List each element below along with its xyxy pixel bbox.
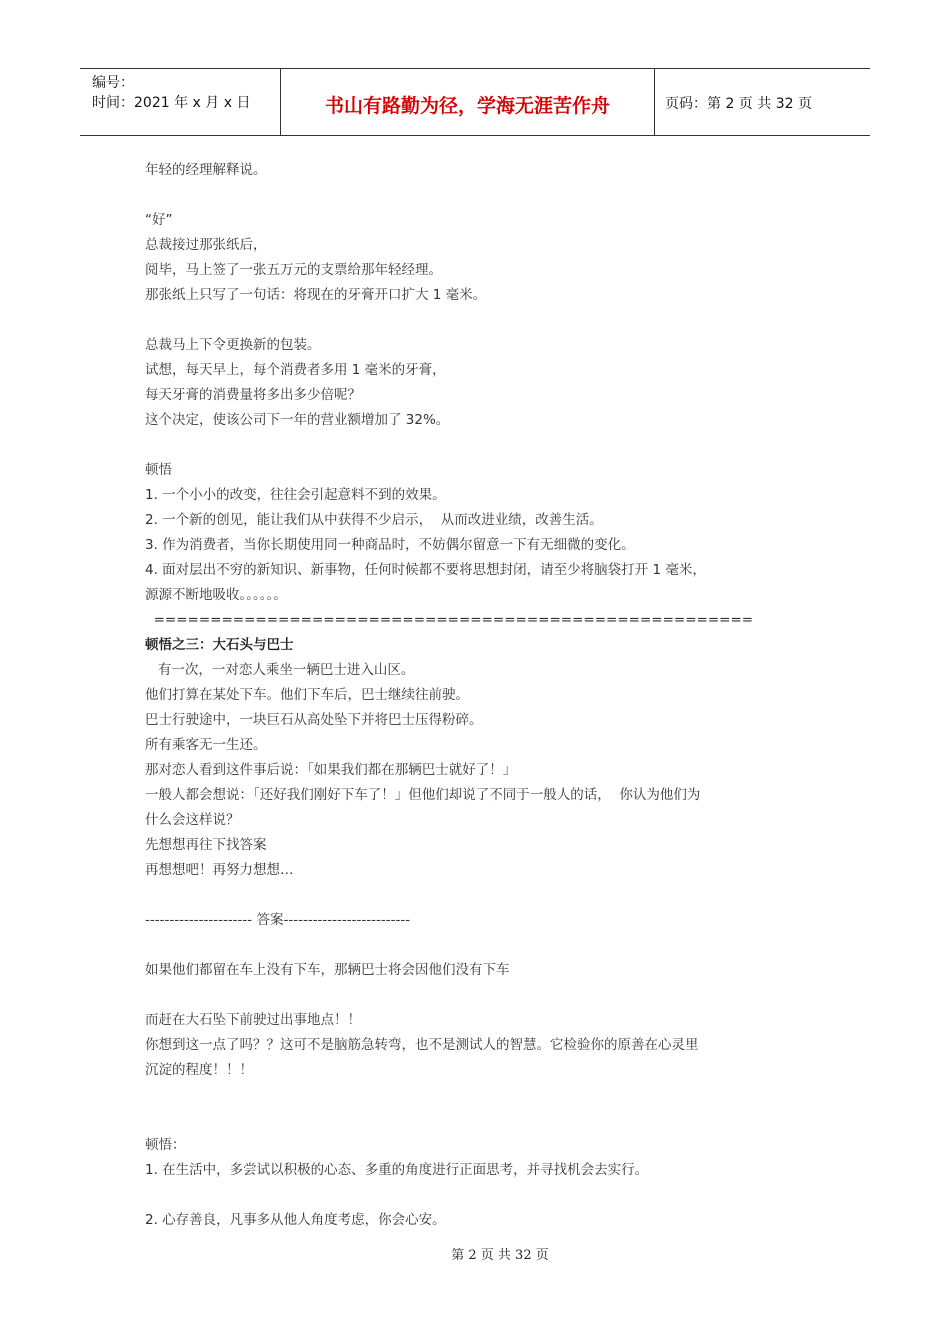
body-line: 巴士行驶途中，一块巨石从高处坠下并将巴士压得粉碎。 [145,712,483,728]
body-line: 3. 作为消费者，当你长期使用同一种商品时，不妨偶尔留意一下有无细微的变化。 [145,537,635,553]
page-header [80,68,870,136]
body-line: 沉淀的程度！！！ [145,1062,253,1078]
body-line: 每天牙膏的消费量将多出多少倍呢？ [145,387,361,403]
body-line: 源源不断地吸收。。。。。。 [145,587,287,603]
number-label: 编号： [92,75,134,91]
header-motto: 书山有路勤为径，学海无涯苦作舟 [281,69,655,135]
body-line: 这个决定，使该公司下一年的营业额增加了 32%。 [145,412,450,428]
body-line [145,983,815,1008]
body-line: 什么会这样说？ [145,812,240,828]
body-line: 顿悟： [145,1137,186,1153]
body-line: 有一次，一对恋人乘坐一辆巴士进入山区。 [145,662,415,678]
body-line: 总裁接过那张纸后， [145,237,267,253]
section-divider: ===================================================== [145,612,754,628]
body-line: 先想想再往下找答案 [145,837,267,853]
body-line [145,883,815,908]
body-line: 那对恋人看到这件事后说：「如果我们都在那辆巴士就好了！」 [145,762,517,778]
body-line: 2. 一个新的创见，能让我们从中获得不少启示， 从而改进业绩，改善生活。 [145,512,603,528]
body-line: 总裁马上下令更换新的包装。 [145,337,321,353]
header-meta [80,69,281,135]
body-line [145,933,815,958]
body-line [145,1108,815,1133]
body-line: 你想到这一点了吗？？这可不是脑筋急转弯，也不是测试人的智慧。它检验你的原善在心灵里 [145,1037,699,1053]
body-line: “好” [145,212,173,228]
body-line: 阅毕，马上签了一张五万元的支票给那年轻经理。 [145,262,442,278]
body-line: 如果他们都留在车上没有下车，那辆巴士将会因他们没有下车 [145,962,510,978]
section-heading: 顿悟之三：大石头与巴士 [145,637,294,653]
body-line: 1. 在生活中，多尝试以积极的心态、多重的角度进行正面思考，并寻找机会去实行。 [145,1162,649,1178]
body-line: 他们打算在某处下车。他们下车后，巴士继续往前驶。 [145,687,469,703]
body-line: 年轻的经理解释说。 [145,162,267,178]
page-footer: 第 2 页 共 32 页 [451,1248,549,1263]
body-line: 所有乘客无一生还。 [145,737,267,753]
time-label: 时间：2021 年 x 月 x 日 [92,95,251,111]
body-line [145,433,815,458]
body-line: 1. 一个小小的改变，往往会引起意料不到的效果。 [145,487,446,503]
body-line [145,183,815,208]
header-page-number: 页码：第 2 页 共 32 页 [665,96,812,112]
body-line: 而赶在大石坠下前驶过出事地点！！ [145,1012,361,1028]
body-line [145,308,815,333]
body-line: 一般人都会想说：「还好我们刚好下车了！」但他们却说了不同于一般人的话， 你认为他们为 [145,787,701,803]
body-line: 顿悟 [145,462,172,478]
body-line: 试想，每天早上，每个消费者多用 1 毫米的牙膏， [145,362,446,378]
body-line: 那张纸上只写了一句话：将现在的牙膏开口扩大 1 毫米。 [145,287,487,303]
body-line: 再想想吧！再努力想想… [145,862,294,878]
document-body [145,158,815,1233]
answer-divider: ---------------------- 答案-------------------------- [145,912,411,928]
body-line [145,1183,815,1208]
body-line: 4. 面对层出不穷的新知识、新事物，任何时候都不要将思想封闭，请至少将脑袋打开 1 毫米， [145,562,706,578]
body-line: 2. 心存善良，凡事多从他人角度考虑，你会心安。 [145,1212,446,1228]
body-line [145,1083,815,1108]
